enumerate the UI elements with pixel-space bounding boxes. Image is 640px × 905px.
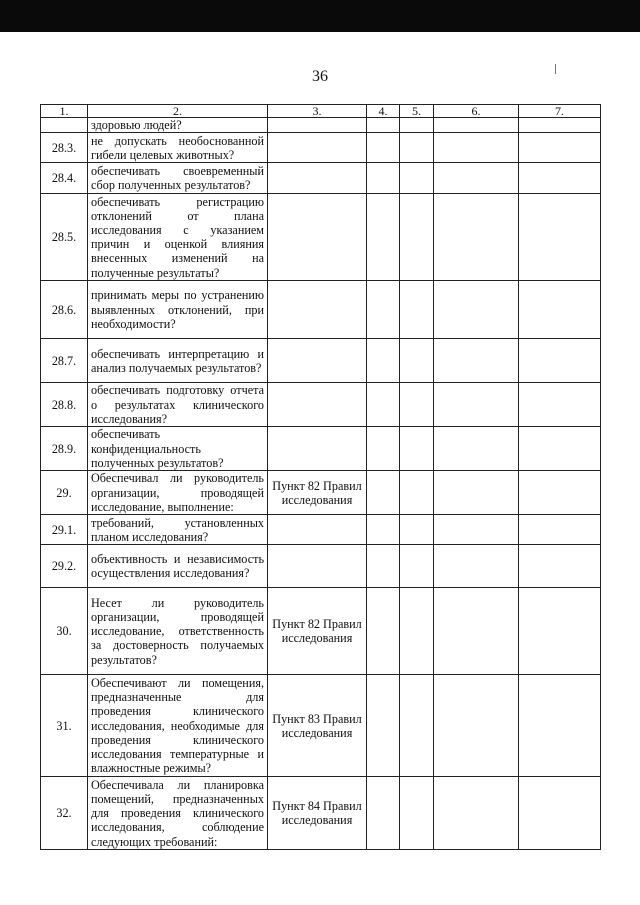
answer-cell xyxy=(367,194,400,281)
answer-cell xyxy=(400,163,434,194)
item-number xyxy=(41,118,88,133)
scan-mark xyxy=(555,64,556,74)
checklist-table xyxy=(40,104,601,850)
item-number: 31. xyxy=(41,675,88,777)
legal-reference xyxy=(268,545,367,588)
answer-cell xyxy=(519,339,601,383)
answer-cell xyxy=(434,133,519,163)
question-text: обеспечивать интерпретацию и анализ получаемых результатов? xyxy=(88,339,268,383)
answer-cell xyxy=(434,281,519,339)
answer-cell xyxy=(434,545,519,588)
answer-cell xyxy=(519,133,601,163)
answer-cell xyxy=(400,777,434,850)
scan-top-border xyxy=(0,0,640,32)
answer-cell xyxy=(434,339,519,383)
answer-cell xyxy=(367,471,400,515)
item-number: 29. xyxy=(41,471,88,515)
question-text: Обеспечивал ли руководитель организации, проводящей исследование, выполнение: xyxy=(88,471,268,515)
answer-cell xyxy=(519,427,601,471)
item-number: 30. xyxy=(41,588,88,675)
legal-reference xyxy=(268,515,367,545)
item-number: 28.5. xyxy=(41,194,88,281)
answer-cell xyxy=(367,383,400,427)
answer-cell xyxy=(519,545,601,588)
legal-reference xyxy=(268,339,367,383)
answer-cell xyxy=(400,427,434,471)
answer-cell xyxy=(434,471,519,515)
answer-cell xyxy=(400,194,434,281)
table-row xyxy=(41,675,601,777)
answer-cell xyxy=(434,515,519,545)
answer-cell xyxy=(400,515,434,545)
table-row xyxy=(41,118,601,133)
item-number: 29.2. xyxy=(41,545,88,588)
answer-cell xyxy=(434,588,519,675)
question-text: объективность и независимость осуществления исследования? xyxy=(88,545,268,588)
table-row xyxy=(41,339,601,383)
table-row xyxy=(41,427,601,471)
item-number: 28.8. xyxy=(41,383,88,427)
answer-cell xyxy=(367,675,400,777)
answer-cell xyxy=(519,675,601,777)
answer-cell xyxy=(367,281,400,339)
question-text: Несет ли руководитель организации, проводящей исследование, ответственность за достоверность получаемых результатов? xyxy=(88,588,268,675)
answer-cell xyxy=(519,383,601,427)
table-row xyxy=(41,281,601,339)
page-number: 36 xyxy=(312,68,328,85)
legal-reference xyxy=(268,194,367,281)
answer-cell xyxy=(519,515,601,545)
item-number: 28.6. xyxy=(41,281,88,339)
column-header: 4. xyxy=(367,105,400,118)
answer-cell xyxy=(519,163,601,194)
answer-cell xyxy=(367,339,400,383)
answer-cell xyxy=(434,194,519,281)
answer-cell xyxy=(400,588,434,675)
answer-cell xyxy=(434,118,519,133)
answer-cell xyxy=(367,515,400,545)
header-row xyxy=(41,105,601,118)
column-header: 6. xyxy=(434,105,519,118)
answer-cell xyxy=(400,545,434,588)
question-text: требований, установленных планом исследования? xyxy=(88,515,268,545)
column-header: 2. xyxy=(88,105,268,118)
question-text: Обеспечивают ли помещения, предназначенные для проведения клинического исследования, необходимые для проведения клинического исследования температурные и влажностные режимы? xyxy=(88,675,268,777)
table-row xyxy=(41,163,601,194)
column-header: 3. xyxy=(268,105,367,118)
answer-cell xyxy=(434,427,519,471)
question-text: не допускать необоснованной гибели целевых животных? xyxy=(88,133,268,163)
answer-cell xyxy=(434,675,519,777)
answer-cell xyxy=(434,383,519,427)
legal-reference: Пункт 84 Правил исследования xyxy=(268,777,367,850)
answer-cell xyxy=(400,383,434,427)
answer-cell xyxy=(519,777,601,850)
answer-cell xyxy=(367,427,400,471)
legal-reference xyxy=(268,383,367,427)
legal-reference xyxy=(268,133,367,163)
column-header: 5. xyxy=(400,105,434,118)
answer-cell xyxy=(434,777,519,850)
question-text: обеспечивать регистрацию отклонений от плана исследования с указанием причин и оценкой влияния внесенных изменений на полученные результаты? xyxy=(88,194,268,281)
question-text: обеспечивать конфиденциальность полученных результатов? xyxy=(88,427,268,471)
answer-cell xyxy=(367,588,400,675)
table-row xyxy=(41,133,601,163)
legal-reference: Пункт 83 Правил исследования xyxy=(268,675,367,777)
answer-cell xyxy=(434,163,519,194)
table-row xyxy=(41,588,601,675)
legal-reference xyxy=(268,427,367,471)
table-row xyxy=(41,777,601,850)
table-row xyxy=(41,194,601,281)
answer-cell xyxy=(367,118,400,133)
answer-cell xyxy=(400,675,434,777)
table-row xyxy=(41,383,601,427)
answer-cell xyxy=(400,118,434,133)
legal-reference xyxy=(268,163,367,194)
question-text: здоровью людей? xyxy=(88,118,268,133)
answer-cell xyxy=(367,133,400,163)
table-row xyxy=(41,545,601,588)
column-header: 1. xyxy=(41,105,88,118)
answer-cell xyxy=(400,339,434,383)
answer-cell xyxy=(400,471,434,515)
answer-cell xyxy=(400,133,434,163)
item-number: 28.3. xyxy=(41,133,88,163)
column-header: 7. xyxy=(519,105,601,118)
answer-cell xyxy=(519,118,601,133)
answer-cell xyxy=(367,163,400,194)
item-number: 29.1. xyxy=(41,515,88,545)
answer-cell xyxy=(519,588,601,675)
legal-reference xyxy=(268,281,367,339)
answer-cell xyxy=(519,194,601,281)
question-text: принимать меры по устранению выявленных отклонений, при необходимости? xyxy=(88,281,268,339)
answer-cell xyxy=(519,471,601,515)
answer-cell xyxy=(400,281,434,339)
item-number: 28.7. xyxy=(41,339,88,383)
item-number: 28.9. xyxy=(41,427,88,471)
answer-cell xyxy=(519,281,601,339)
item-number: 32. xyxy=(41,777,88,850)
question-text: обеспечивать своевременный сбор полученных результатов? xyxy=(88,163,268,194)
question-text: Обеспечивала ли планировка помещений, предназначенных для проведения клинического исследования, соблюдение следующих требований: xyxy=(88,777,268,850)
item-number: 28.4. xyxy=(41,163,88,194)
table-row xyxy=(41,471,601,515)
table-row xyxy=(41,515,601,545)
answer-cell xyxy=(367,777,400,850)
legal-reference: Пункт 82 Правил исследования xyxy=(268,588,367,675)
legal-reference xyxy=(268,118,367,133)
answer-cell xyxy=(367,545,400,588)
legal-reference: Пункт 82 Правил исследования xyxy=(268,471,367,515)
question-text: обеспечивать подготовку отчета о результатах клинического исследования? xyxy=(88,383,268,427)
